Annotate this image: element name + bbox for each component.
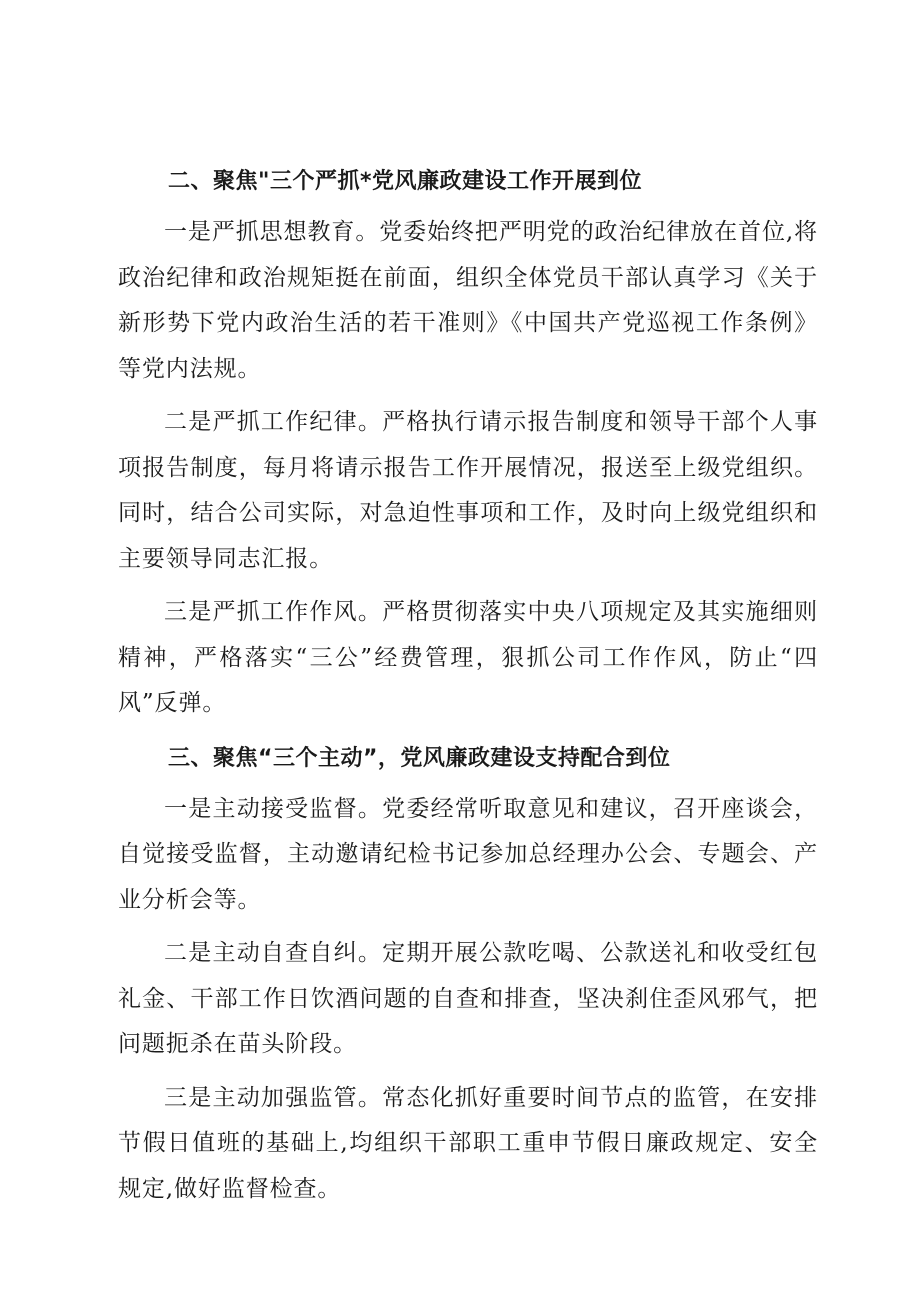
paragraph-self-inspection: 二是主动自查自纠。定期开展公款吃喝、公款送礼和收受红包礼金、干部工作日饮酒问题的自查和排查，坚决刹住歪风邪气，把问题扼杀在苗头阶段。 bbox=[118, 940, 818, 1057]
section-heading-2: 二、聚焦"三个严抓*党风廉政建设工作开展到位 bbox=[168, 169, 642, 194]
paragraph-strengthen-supervision: 三是主动加强监管。常态化抓好重要时间节点的监管，在安排节假日值班的基础上,均组织干部职工重申节假日廉政规定、安全规定,做好监督检查。 bbox=[118, 1084, 818, 1202]
paragraph-accept-supervision: 一是主动接受监督。党委经常听取意见和建议，召开座谈会，自觉接受监督，主动邀请纪检书记参加总经理办公会、专题会、产业分析会等。 bbox=[118, 795, 818, 913]
paragraph-work-discipline: 二是严抓工作纪律。严格执行请示报告制度和领导干部个人事项报告制度，每月将请示报告工作开展情况，报送至上级党组织。同时，结合公司实际，对急迫性事项和工作，及时向上级党组织和主要领导同志汇报。 bbox=[118, 409, 818, 572]
section-heading-3: 三、聚焦“三个主动”，党风廉政建设支持配合到位 bbox=[168, 745, 671, 771]
document-body bbox=[118, 158, 818, 1220]
paragraph-thought-education: 一是严抓思想教育。党委始终把严明党的政治纪律放在首位,将政治纪律和政治规矩挺在前面，组织全体党员干部认真学习《关于新形势下党内政治生活的若干准则》《中国共产党巡视工作条例》等党内法规。 bbox=[118, 219, 818, 382]
paragraph-work-style: 三是严抓工作作风。严格贯彻落实中央八项规定及其实施细则精神，严格落实“三公”经费管理，狠抓公司工作作风，防止“四风”反弹。 bbox=[118, 599, 818, 716]
